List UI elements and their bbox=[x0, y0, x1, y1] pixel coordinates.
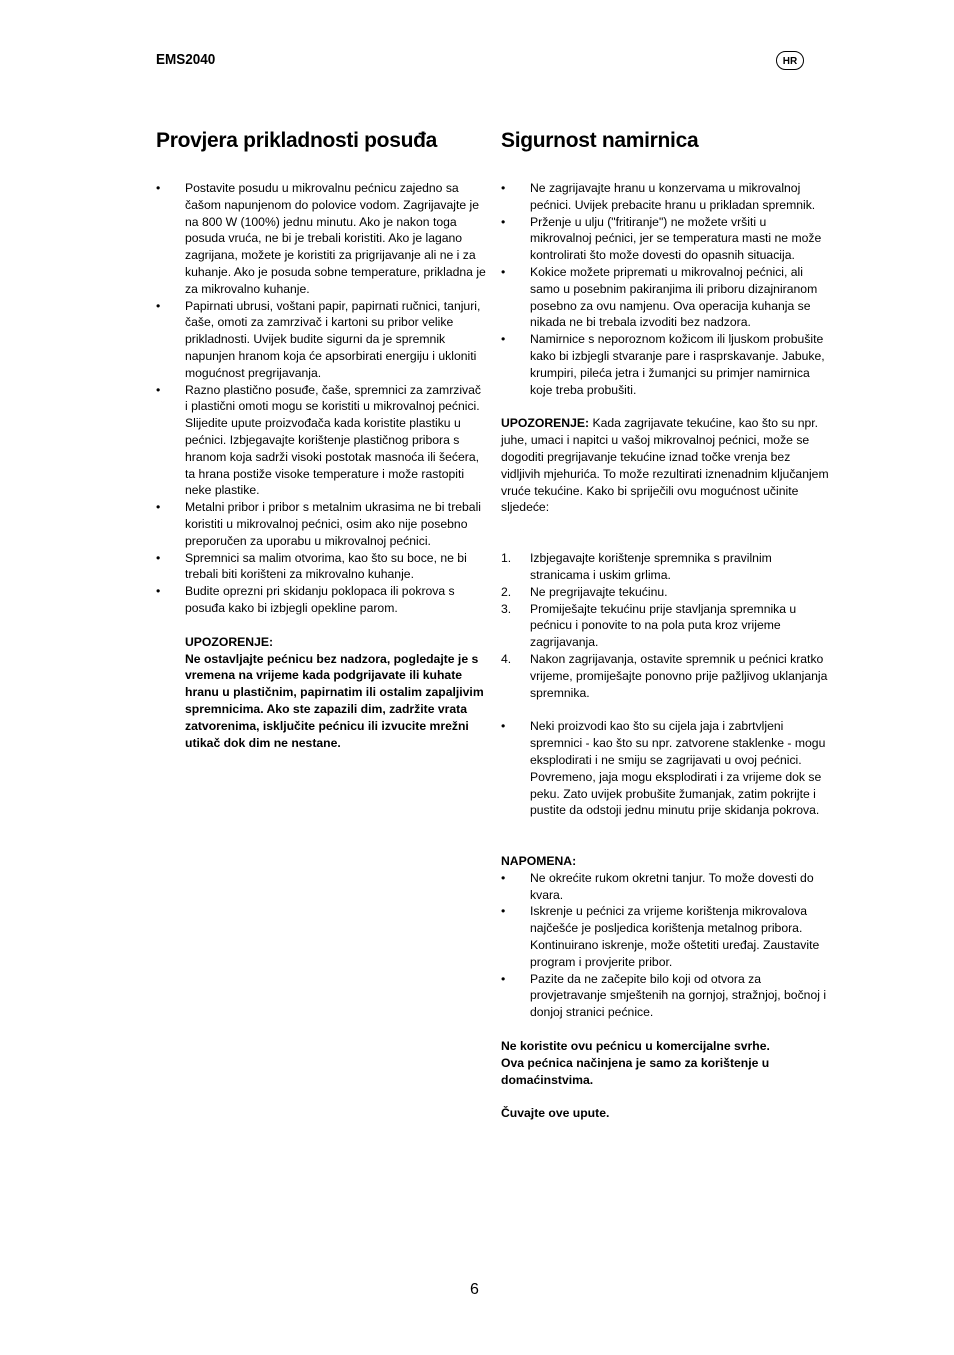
list-item: • Kokice možete pripremati u mikrovalnoj pećnici, ali samo u posebnim pakiranjima ili priboru dizajniranom posebno za ovu namjenu. Ova operacija kuhanja se nikada ne bi trebala izvoditi bez nadzora. bbox=[501, 264, 818, 330]
warning-label: UPOZORENJE: bbox=[185, 634, 274, 649]
warning-label: UPOZORENJE: bbox=[501, 416, 590, 431]
list-item: • Metalni pribor i pribor s metalnim ukrasima ne bi trebali koristiti u mikrovalnoj pećnici, osim ako nije posebno preporučen za uporabu u mikrovalnoj pećnici. bbox=[156, 500, 481, 548]
bullet-icon: • bbox=[501, 870, 506, 885]
liquid-warning bbox=[501, 415, 831, 516]
section-title-right: Sigurnost namirnica bbox=[501, 129, 699, 152]
note-label: NAPOMENA: bbox=[501, 854, 577, 869]
bullet-icon: • bbox=[156, 550, 161, 565]
list-item: 3. Promiješajte tekućinu prije stavljanja spremnika u pećnicu i ponovite to na pola puta kroz vrijeme zagrijavanja. bbox=[501, 601, 797, 650]
warning-text: Kada zagrijavate tekućine, kao što su npr. juhe, umaci i napitci u vašoj mikrovalnoj pećnici, može se dogoditi pregrijavanje tekućine iznad točke vrenja bez vidljivih mjehurića. To može rezultirati iznenadnim ključanjem vruće tekućine. Kako bi spriječili ovu mogućnost učinite sljedeće: bbox=[501, 416, 829, 515]
list-item: • Prženje u ulju ("fritiranje") ne možete vršiti u mikrovalnoj pećnici, jer se temperatura masti ne može kontrolirati što može dovesti do opasnih situacija. bbox=[501, 214, 822, 263]
commercial-use-notice: Ne koristite ovu pećnicu u komercijalne svrhe. bbox=[501, 1039, 770, 1054]
page-number: 6 bbox=[470, 1281, 479, 1298]
list-item: • Pazite da ne začepite bilo koji od otvora za provjetravanje smještenih na gornjoj, stražnjoj, bočnoj i donjoj stranici pećnice. bbox=[501, 971, 827, 1020]
bullet-icon: • bbox=[156, 298, 161, 313]
bullet-icon: • bbox=[501, 904, 506, 919]
list-item: • Ne zagrijavajte hranu u konzervama u mikrovalnoj pećnici. Uvijek prebacite hranu u prikladan spremnik. bbox=[501, 181, 816, 212]
warning-text: Ne ostavljajte pećnicu bez nadzora, pogledajte je s vremena na vrijeme kada podgrijavate ili kuhate hranu u plastičnim, papirnatim ili ostalim zapaljivim spremnicima. Ako ste zapazili dim, zadržite vrata zatvorenima, isključite pećnicu ili izvucite mrežni utikač dok dim ne nestane. bbox=[185, 651, 484, 750]
list-item: • Neki proizvodi kao što su cijela jaja i zabrtvljeni spremnici - kao što su npr. zatvorene staklenke - mogu eksplodirati i ne smiju se zagrijavati u ovoj pećnici. Povremeno, jaja mogu eksplodirati i za vrijeme dok se peku. Zato uvijek probušite žumanjak, zatim pokrijte i pustite da odstoji jednu minutu prije skidanja pokrova. bbox=[501, 719, 826, 818]
bullet-icon: • bbox=[156, 382, 161, 397]
bullet-icon: • bbox=[501, 971, 506, 986]
bullet-icon: • bbox=[501, 332, 506, 347]
bullet-icon: • bbox=[156, 584, 161, 599]
bullet-icon: • bbox=[156, 500, 161, 515]
list-item: • Namirnice s neporoznom kožicom ili ljuskom probušite kako bi izbjegli stvaranje pare i rasprskavanje. Jabuke, krumpiri, pileća jetra i žumanjci su primjer namirnica koje treba probušiti. bbox=[501, 332, 825, 397]
steps-list bbox=[501, 550, 831, 701]
list-item: 4. Nakon zagrijavanja, ostavite spremnik u pećnici kratko vrijeme, promiješajte ponovno prije pažljivog uklanjanja spremnika. bbox=[501, 651, 828, 700]
list-item: • Razno plastično posuđe, čaše, spremnici za zamrzivač i plastični omoti mogu se koristiti u mikrovalnoj pećnici. Slijedite upute proizvođača kada koristite plastiku u pećnici. Izbjegavajte korištenje plastičnog pribora s hranom koja sadrži visoki postotak masnoća ili šećera, ta hrana postiže visoke temperature i može rastopiti neke plastike. bbox=[156, 382, 482, 498]
bullet-icon: • bbox=[501, 719, 506, 734]
bullet-icon: • bbox=[501, 181, 506, 195]
warning-block bbox=[156, 634, 486, 752]
list-item: • Budite oprezni pri skidanju poklopaca ili pokrova s posuđa kako bi izbjegli opekline parom. bbox=[156, 584, 455, 615]
eggs-list bbox=[501, 718, 831, 819]
model-number: EMS2040 bbox=[156, 51, 216, 68]
language-badge: HR bbox=[776, 51, 804, 70]
suitability-list bbox=[156, 180, 486, 617]
left-column bbox=[156, 128, 486, 751]
note-list bbox=[501, 870, 831, 1021]
bullet-icon: • bbox=[501, 214, 506, 229]
list-item: 2. Ne pregrijavajte tekućinu. bbox=[501, 584, 668, 599]
list-item: • Postavite posudu u mikrovalnu pećnicu zajedno sa čašom napunjenom do polovice vodom. Zagrijavajte je na 800 W (100%) jednu minutu. Ako je nakon toga posuda vruća, ne bi je trebali koristiti. Ako je lagano zagrijana, možete je koristiti za prigrijavanje ali ne i za kuhanje. Ako je posuda sobne temperature, prikladna je za mikrovalno kuhanje. bbox=[156, 181, 486, 296]
list-item: • Papirnati ubrusi, voštani papir, papirnati ručnici, tanjuri, čaše, omoti za zamrzivač i kartoni su pribor velike prikladnosti. Uvijek budite sigurni da je spremnik napunjen hranom koja će apsorbirati energiju i ukloniti mogućnost pregrijavanja. bbox=[156, 298, 481, 380]
list-item: 1. Izbjegavajte korištenje spremnika s pravilnim stranicama i uskim grlima. bbox=[501, 551, 772, 582]
keep-instructions: Čuvajte ove upute. bbox=[501, 1106, 610, 1121]
list-item: • Iskrenje u pećnici za vrijeme korištenja mikrovalova najčešće je posljedica korištenja metalnog pribora. Kontinuirano iskrenje, može oštetiti uređaj. Zaustavite program i provjerite pribor. bbox=[501, 904, 820, 969]
household-use-notice: Ova pećnica načinjena je samo za korištenje u domaćinstvima. bbox=[501, 1055, 770, 1087]
right-column bbox=[501, 128, 831, 1122]
bullet-icon: • bbox=[501, 264, 506, 279]
food-safety-list bbox=[501, 180, 831, 398]
list-item: • Spremnici sa malim otvorima, kao što su boce, ne bi trebali biti korišteni za mikrovalno kuhanje. bbox=[156, 550, 467, 582]
list-item: • Ne okrećite rukom okretni tanjur. To može dovesti do kvara. bbox=[501, 870, 814, 902]
section-title-left: Provjera prikladnosti posuđa bbox=[156, 129, 438, 152]
bullet-icon: • bbox=[156, 181, 161, 195]
